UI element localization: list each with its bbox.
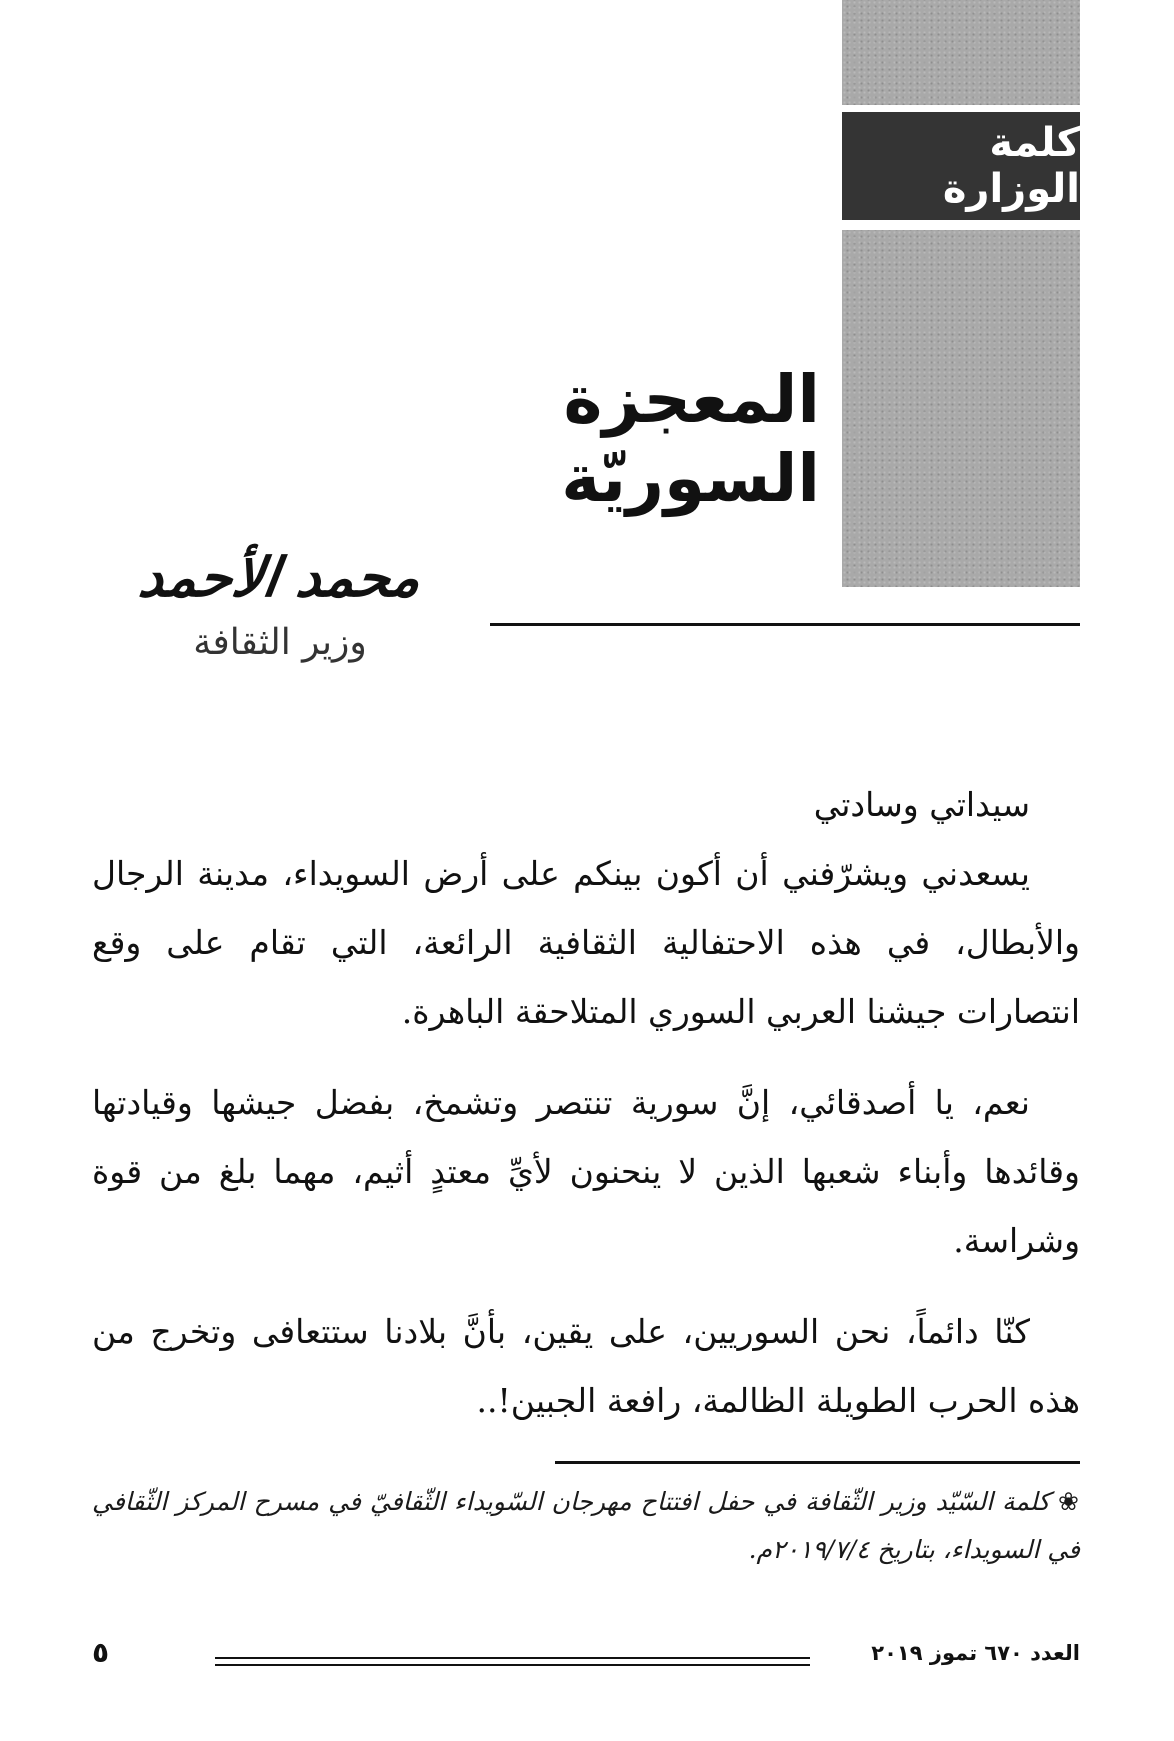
decorative-gray-block-top	[842, 0, 1080, 105]
footnote	[92, 1478, 1080, 1574]
paragraph: كنّا دائماً، نحن السوريين، على يقين، بأنَّ بلادنا ستتعافى وتخرج من هذه الحرب الطويلة الظالمة، رافعة الجبين!..	[92, 1312, 1080, 1420]
author-role: وزير الثقافة	[193, 622, 367, 663]
footnote-text: كلمة السّيّد وزير الثّقافة في حفل افتتاح مهرجان السّويداء الثّقافيّ في مسرح المركز الثّقافي في السويداء، بتاريخ ٢٠١٩/٧/٤م.	[92, 1487, 1080, 1564]
salutation: سيداتي وسادتي	[813, 785, 1030, 824]
article-title: المعجزة السوريّة	[561, 361, 820, 518]
footer-divider	[215, 1657, 810, 1659]
paragraph: يسعدني ويشرّفني أن أكون بينكم على أرض السويداء، مدينة الرجال والأبطال، في هذه الاحتفالية الثقافية الرائعة، التي تقام على وقع انتصارات جيشنا العربي السوري المتلاحقة الباهرة.	[92, 854, 1080, 1031]
issue-info: العدد ٦٧٠ تموز ٢٠١٩	[871, 1641, 1080, 1665]
page-number: ٥	[92, 1636, 110, 1669]
section-label: كلمة الوزارة	[842, 112, 1080, 220]
decorative-gray-block-bottom	[842, 230, 1080, 587]
footer-divider	[215, 1664, 810, 1666]
article-body	[92, 770, 1080, 1457]
flower-icon: ❀	[1058, 1487, 1080, 1516]
footnote-divider	[555, 1461, 1080, 1464]
title-divider	[490, 623, 1080, 626]
paragraph: نعم، يا أصدقائي، إنَّ سورية تنتصر وتشمخ، بفضل جيشها وقيادتها وقائدها وأبناء شعبها الذين لا ينحنون لأيِّ معتدٍ أثيم، مهما بلغ من قوة وشراسة.	[92, 1083, 1080, 1260]
author-signature: محمد الأحمد	[135, 545, 426, 609]
